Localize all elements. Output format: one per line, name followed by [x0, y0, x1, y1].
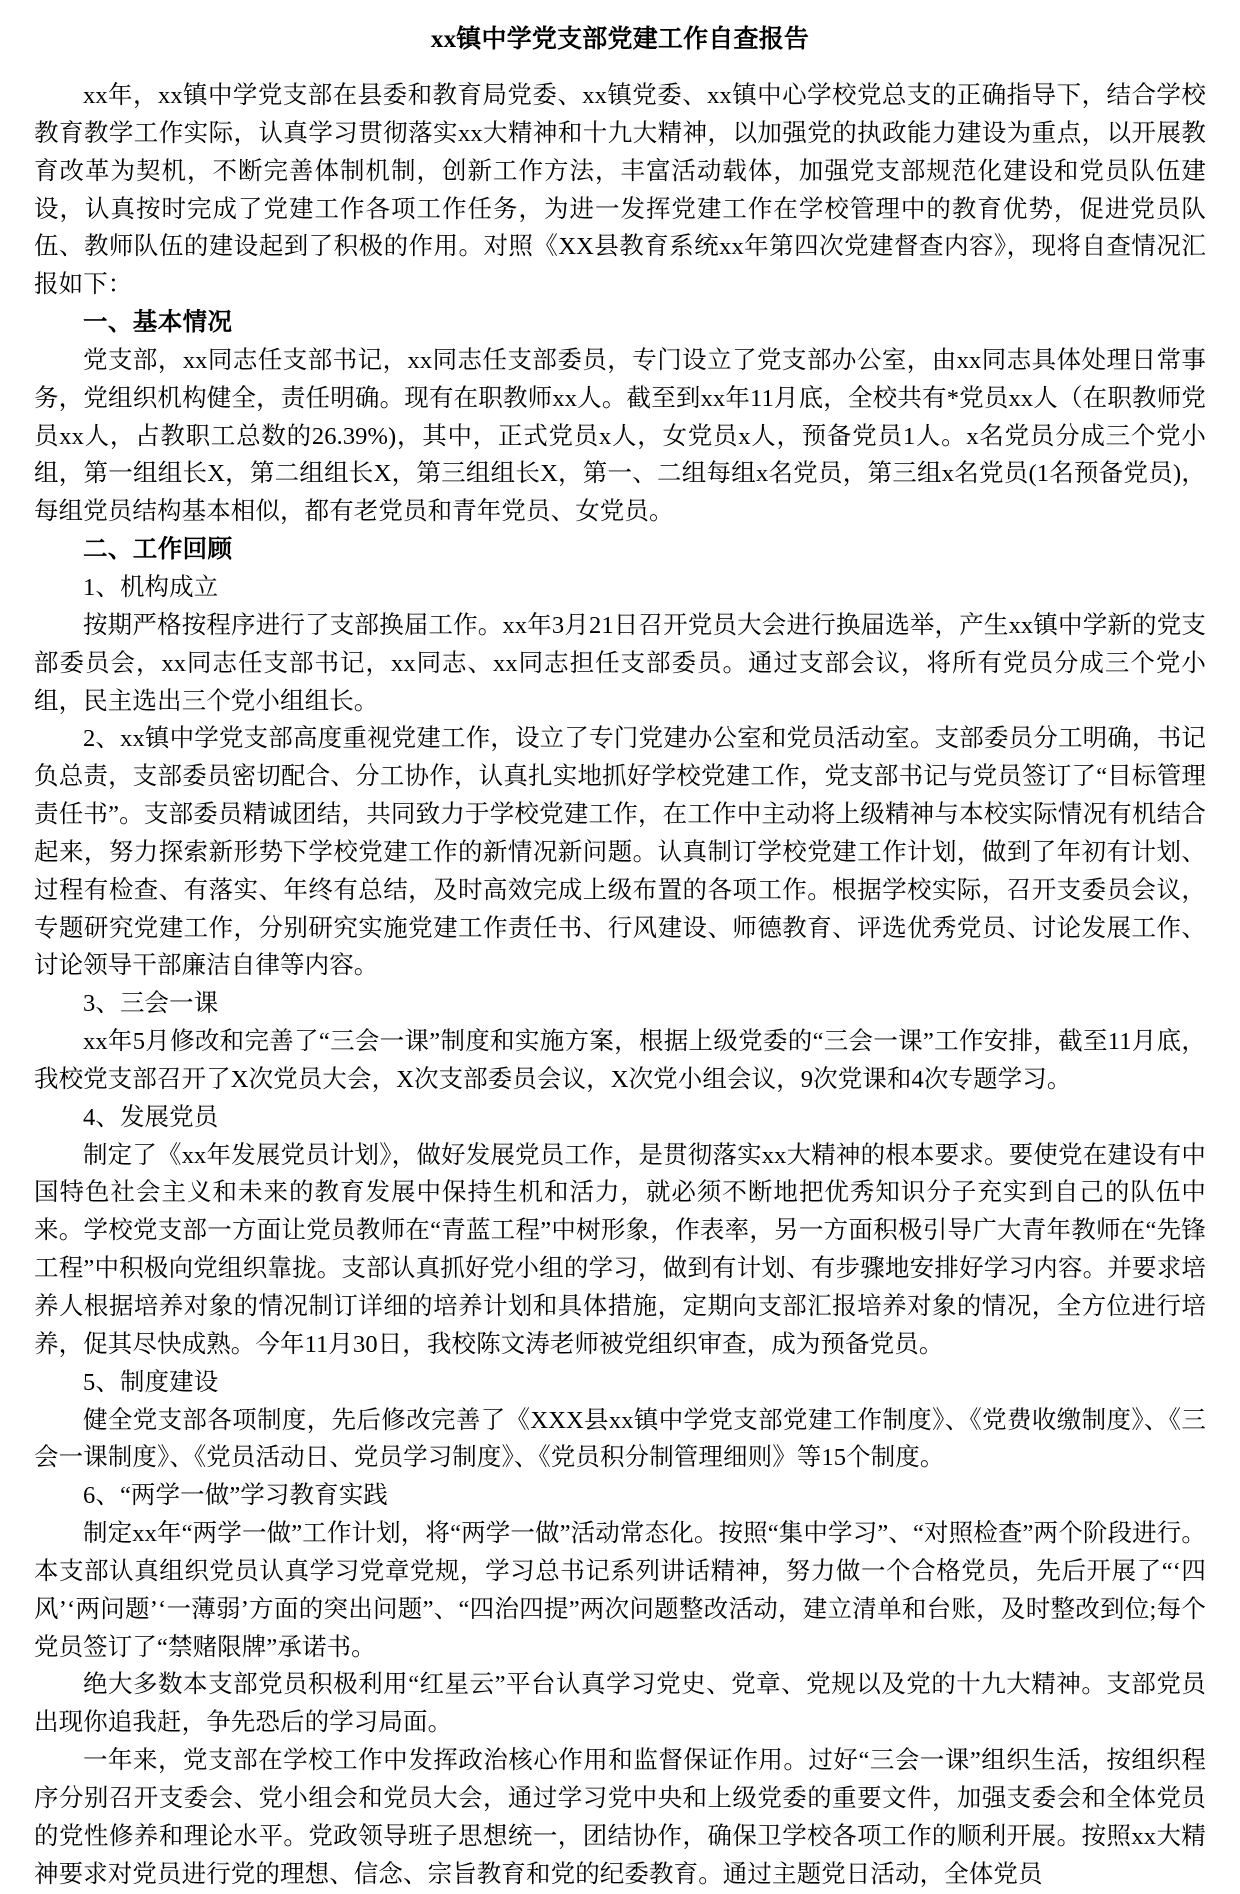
- organization-establishment-paragraph: 按期严格按程序进行了支部换届工作。xx年3月21日召开党员大会进行换届选举，产生xx镇中学新的党支部委员会，xx同志任支部书记，xx同志、xx同志担任支部委员。通过支部会议，将所有党员分成三个党小组，民主选出三个党小组组长。: [34, 611, 1206, 715]
- subsection-heading-4: 4、发展党员: [83, 1103, 219, 1131]
- subsection-heading-5: 5、制度建设: [83, 1368, 219, 1396]
- basic-situation-paragraph: 党支部，xx同志任支部书记，xx同志任支部委员，专门设立了党支部办公室，由xx同志具体处理日常事务，党组织机构健全，责任明确。现有在职教师xx人。截至到xx年11月底，全校共有*党员xx人（在职教师党员xx人，占教职工总数的26.39%)，其中，正式党员x人，女党员x人，预备党员1人。x名党员分成三个党小组，第一组组长X，第二组组长X，第三组组长X，第一、二组每组x名党员，第三组x名党员(1名预备党员)，每组党员结构基本相似，都有老党员和青年党员、女党员。: [34, 346, 1206, 526]
- two-studies-one-action-paragraph: 制定xx年“两学一做”工作计划，将“两学一做”活动常态化。按照“集中学习”、“对照检查”两个阶段进行。本支部认真组织党员认真学习党章党规，学习总书记系列讲话精神，努力做一个合格党员，先后开展了“‘四风’‘两问题’‘一薄弱’方面的突出问题”、“四治四提”两次问题整改活动，建立清单和台账，及时整改到位;每个党员签订了“禁赌限牌”承诺书。: [34, 1520, 1206, 1661]
- hongxingyun-platform-paragraph: 绝大多数本支部党员积极利用“红星云”平台认真学习党史、党章、党规以及党的十九大精神。支部党员出现你追我赶，争先恐后的学习局面。: [34, 1671, 1206, 1737]
- page-title: xx镇中学党支部党建工作自查报告: [430, 26, 810, 53]
- subsection-heading-1: 1、机构成立: [83, 573, 219, 601]
- develop-members-paragraph: 制定了《xx年发展党员计划》，做好发展党员工作，是贯彻落实xx大精神的根本要求。要使党在建设有中国特色社会主义和未来的教育发展中保持生机和活力，就必须不断地把优秀知识分子充实到自己的队伍中来。学校党支部一方面让党员教师在“青蓝工程”中树形象，作表率，另一方面积极引导广大青年教师在“先锋工程”中积极向党组织靠拢。支部认真抓好党小组的学习，做到有计划、有步骤地安排好学习内容。并要求培养人根据培养对象的情况制订详细的培养计划和具体措施，定期向支部汇报培养对象的情况，全方位进行培养，促其尽快成熟。今年11月30日，我校陈文涛老师被党组织审查，成为预备党员。: [34, 1141, 1206, 1358]
- section-heading-2: 二、工作回顾: [83, 536, 233, 564]
- year-review-paragraph: 一年来，党支部在学校工作中发挥政治核心作用和监督保证作用。过好“三会一课”组织生活，按组织程序分别召开支委会、党小组会和党员大会，通过学习党中央和上级党委的重要文件，加强支委会和全体党员的党性修养和理论水平。党政领导班子思想统一，团结协作，确保卫学校各项工作的顺利开展。按照xx大精神要求对党员进行党的理想、信念、宗旨教育和党的纪委教育。通过主题党日活动，全体党员: [34, 1747, 1206, 1888]
- system-construction-paragraph: 健全党支部各项制度，先后修改完善了《XXX县xx镇中学党支部党建工作制度》、《党费收缴制度》、《三会一课制度》、《党员活动日、党员学习制度》、《党员积分制管理细则》等15个制度。: [34, 1406, 1206, 1472]
- intro-paragraph: xx年，xx镇中学党支部在县委和教育局党委、xx镇党委、xx镇中心学校党总支的正确指导下，结合学校教育教学工作实际，认真学习贯彻落实xx大精神和十九大精神，以加强党的执政能力建设为重点，以开展教育改革为契机，不断完善体制机制，创新工作方法，丰富活动载体，加强党支部规范化建设和党员队伍建设，认真按时完成了党建工作各项工作任务，为进一发挥党建工作在学校管理中的教育优势，促进党员队伍、教师队伍的建设起到了积极的作用。对照《XX县教育系统xx年第四次党建督查内容》，现将自查情况汇报如下：: [34, 82, 1206, 299]
- party-building-emphasis-paragraph: 2、xx镇中学党支部高度重视党建工作，设立了专门党建办公室和党员活动室。支部委员分工明确，书记负总责，支部委员密切配合、分工协作，认真扎实地抓好学校党建工作，党支部书记与党员签订了“目标管理责任书”。支部委员精诚团结，共同致力于学校党建工作，在工作中主动将上级精神与本校实际情况有机结合起来，努力探索新形势下学校党建工作的新情况新问题。认真制订学校党建工作计划，做到了年初有计划、过程有检查、有落实、年终有总结，及时高效完成上级布置的各项工作。根据学校实际，召开支委员会议，专题研究党建工作，分别研究实施党建工作责任书、行风建设、师德教育、评选优秀党员、讨论发展工作、讨论领导干部廉洁自律等内容。: [34, 725, 1206, 980]
- subsection-heading-3: 3、三会一课: [83, 990, 219, 1018]
- section-heading-1: 一、基本情况: [83, 309, 233, 337]
- three-meetings-one-lesson-paragraph: xx年5月修改和完善了“三会一课”制度和实施方案，根据上级党委的“三会一课”工作安排，截至11月底，我校党支部召开了X次党员大会，X次支部委员会议，X次党小组会议，9次党课和4次专题学习。: [34, 1028, 1206, 1093]
- subsection-heading-6: 6、“两学一做”学习教育实践: [83, 1482, 388, 1510]
